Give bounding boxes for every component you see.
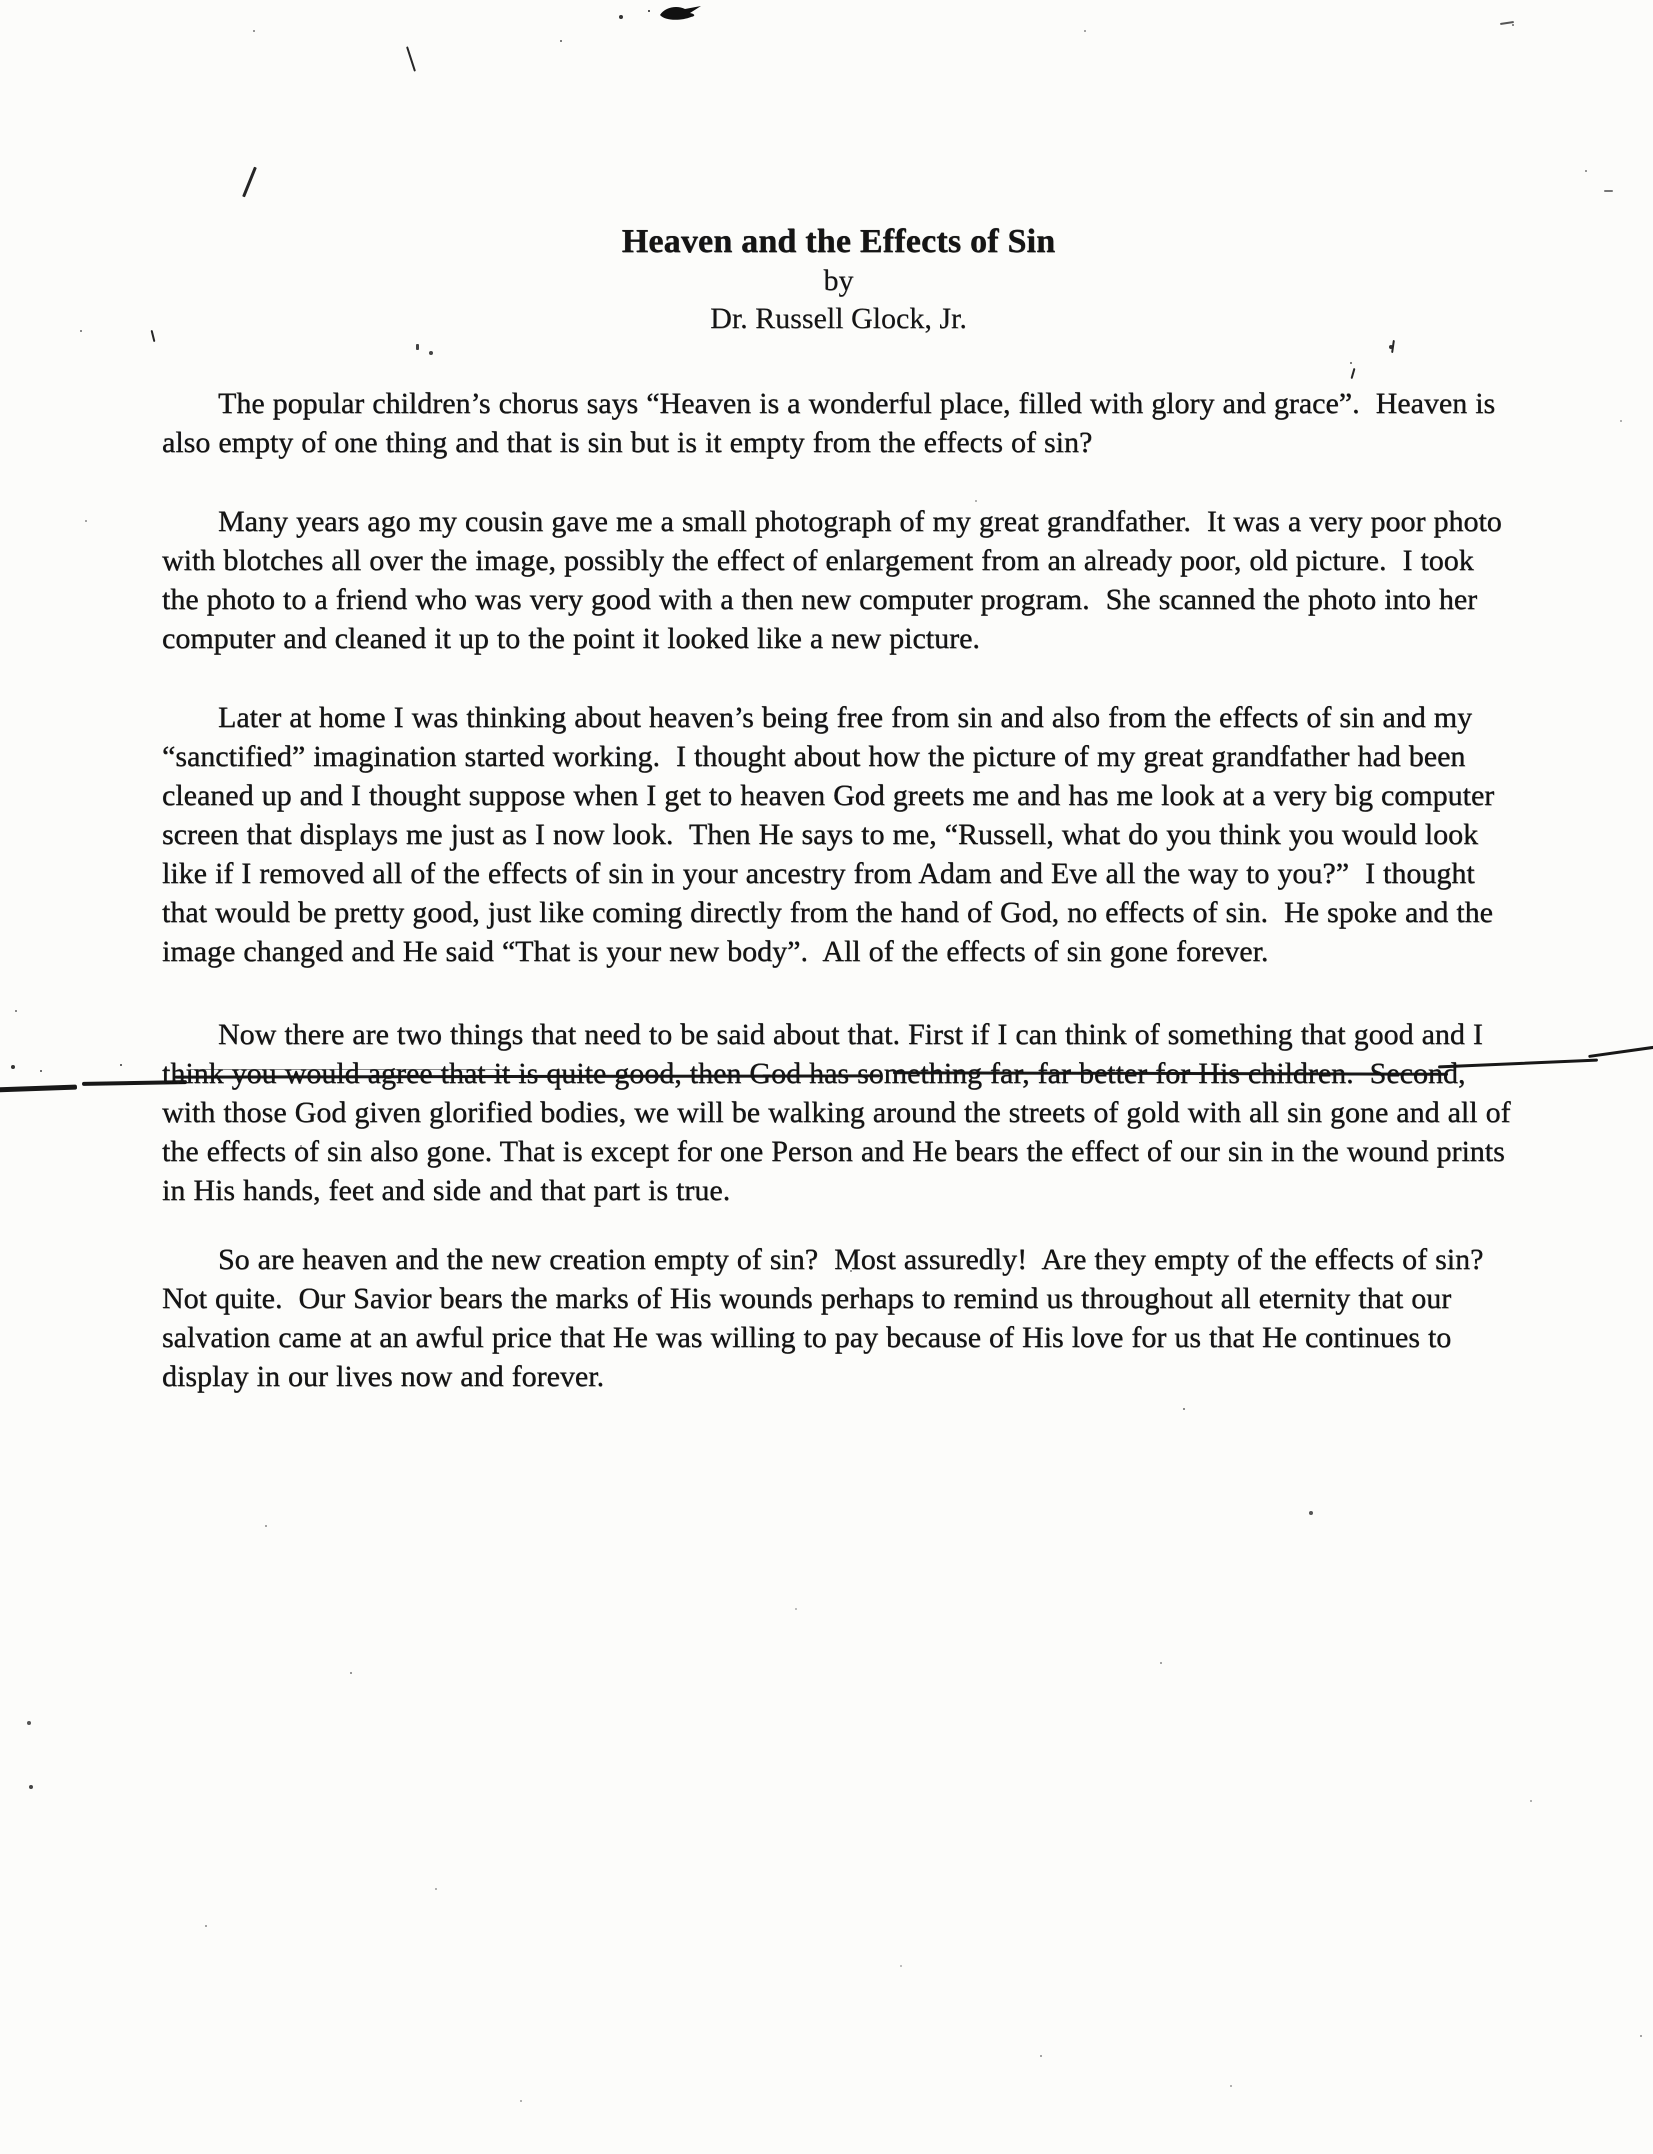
document-title: Heaven and the Effects of Sin (621, 223, 1056, 260)
paragraph: Later at home I was thinking about heaven’s being free from sin and also from the effects of sin and my “sanctified” imagination started working. I thought about how the picture of my great grandfather had been cleaned up and I thought suppose when I get to heaven God greets me and has me look at a very big computer screen that displays me just as I now look. Then He says to me, “Russell, what do you think you would look like if I removed all of the effects of sin in your ancestry from Adam and Eve all the way to you?” I thought that would be pretty good, just like coming directly from the hand of God, no effects of sin. He spoke and the image changed and He said “That is your new body”. All of the effects of sin gone forever. (162, 701, 1503, 968)
paragraph: Many years ago my cousin gave me a small photograph of my great grandfather. It was a very poor photo with blotches all over the image, possibly the effect of enlargement from an already poor, old picture. I took the photo to a friend who was very good with a then new computer program. She scanned the photo into her computer and cleaned it up to the point it looked like a new picture. (162, 505, 1510, 655)
crease-segment (0, 1085, 77, 1093)
scan-artifact (242, 167, 257, 198)
crease-segment (1588, 1045, 1653, 1058)
scan-artifact (406, 46, 416, 71)
paragraph: The popular children’s chorus says “Heaven is a wonderful place, filled with glory and grace”. Heaven is also empty of one thing and that is sin but is it empty from the effects of sin? (162, 387, 1504, 459)
scan-noise (0, 0, 2, 2)
scan-artifact (151, 330, 156, 342)
byline-prefix: by (823, 264, 854, 297)
document-body (162, 222, 1519, 1396)
scan-artifact (1604, 190, 1613, 192)
scan-artifact (1500, 21, 1514, 25)
pen-scribble-mark (656, 2, 704, 24)
author-name: Dr. Russell Glock, Jr. (710, 302, 967, 335)
paragraph: So are heaven and the new creation empty of sin? Most assuredly! Are they empty of the effects of sin? Not quite. Our Savior bears the marks of His wounds perhaps to remind us throughout all eternity that our salvation came at an awful price that He was willing to pay because of His love for us that He continues to display in our lives now and forever. (162, 1243, 1500, 1393)
paragraph: Now there are two things that need to be said about that. First if I can think of something that good and I think you would agree that it is quite good, then God has something far, far better for His children. Second, with those God given glorified bodies, we will be walking around the streets of gold with all sin gone and all of the effects of sin also gone. That is except for one Person and He bears the effect of our sin in the wound prints in His hands, feet and side and that part is true. (162, 1018, 1519, 1207)
